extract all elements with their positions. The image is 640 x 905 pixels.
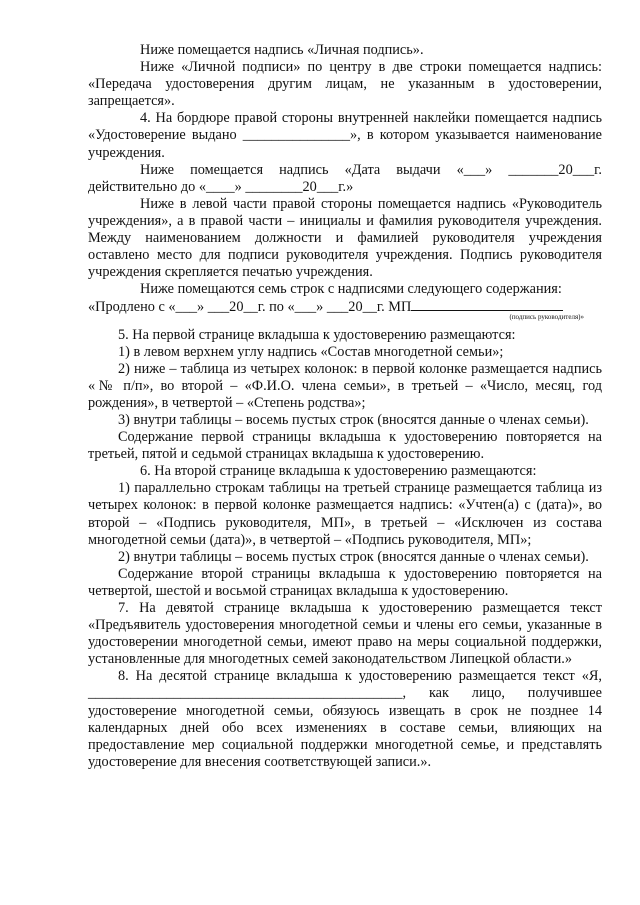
paragraph-transfer-warning: Ниже «Личной подписи» по центру в две строки помещается надпись: «Передача удостоверения другим лицам, не указанным в удостоверении, запрещается».	[88, 59, 602, 110]
paragraph-personal-signature: Ниже помещается надпись «Личная подпись».	[140, 42, 424, 58]
paragraph-seven-lines: Ниже помещаются семь строк с надписями следующего содержания:	[140, 281, 562, 298]
section-5-item-2: 2) ниже – таблица из четырех колонок: в первой колонке размещается надпись «№ п/п», во второй – «Ф.И.О. члена семьи», в третьей – «Число, месяц, год рождения», в четвертой – «Степень родства»;	[88, 360, 602, 411]
extension-line-text: «Продлено с «___» ___20__г. по «___» ___20__г. МП	[88, 299, 412, 316]
section-5-heading: 5. На первой странице вкладыша к удостоверению размещаются:	[118, 326, 516, 343]
signature-caption: (подпись руководителя)»	[509, 313, 584, 322]
section-5-item-3: 3) внутри таблицы – восемь пустых строк (вносятся данные о членах семьи).	[118, 411, 589, 428]
paragraph-head-of-institution: Ниже в левой части правой стороны помещается надпись «Руководитель учреждения», а в правой части – инициалы и фамилия руководителя учреждения. Между наименованием должности и фамилией руководителя учреждения оставлено место для подписи руководителя учреждения. Подпись руководителя учреждения скрепляется печатью учреждения.	[88, 195, 602, 281]
section-8: 8. На десятой странице вкладыша к удостоверению размещается текст «Я, ____________________________________________, как лицо, получившее удостоверение многодетной семьи, обязуюсь извещать в срок не позднее 14 календарных дней обо всех изменениях в составе семьи, влияющих на предоставление мер социальной поддержки многодетной семье, и представлять удостоверение для внесения соответствующей записи.».	[88, 668, 602, 770]
section-6-item-2: 2) внутри таблицы – восемь пустых строк (вносятся данные о членах семьи).	[118, 548, 589, 565]
section-5-item-1: 1) в левом верхнем углу надпись «Состав многодетной семьи»;	[118, 343, 504, 360]
section-5-repeat-note: Содержание первой страницы вкладыша к удостоверению повторяется на третьей, пятой и седьмой страницах вкладыша к удостоверению.	[88, 429, 602, 463]
signature-underline	[411, 298, 563, 311]
extension-line	[88, 298, 602, 322]
paragraph-item-4: 4. На бордюре правой стороны внутренней наклейки помещается надпись «Удостоверение выдано _______________», в котором указывается наименование учреждения.	[88, 110, 602, 161]
paragraph-issue-date: Ниже помещается надпись «Дата выдачи «___» _______20___г. действительно до «____» ________20___г.»	[88, 161, 602, 195]
section-7: 7. На девятой странице вкладыша к удостоверению размещается текст «Предъявитель удостоверения многодетной семьи и члены его семьи, указанные в удостоверении многодетной семьи, имеют право на меры социальной поддержки, установленные для многодетных семей законодательством Липецкой области.»	[88, 600, 602, 668]
section-6-repeat-note: Содержание второй страницы вкладыша к удостоверению повторяется на четвертой, шестой и восьмой страницах вкладыша к удостоверению.	[88, 565, 602, 599]
section-6-heading: 6. На второй странице вкладыша к удостоверению размещаются:	[140, 463, 537, 480]
section-6-item-1: 1) параллельно строкам таблицы на третьей странице размещается таблица из четырех колонок: в первой колонке размещается надпись: «Учтен(а) с (дата)», во второй – «Подпись руководителя, МП», в третьей – «Исключен из состава многодетной семьи (дата)», в четвертой – «Подпись руководителя, МП»;	[88, 480, 602, 548]
